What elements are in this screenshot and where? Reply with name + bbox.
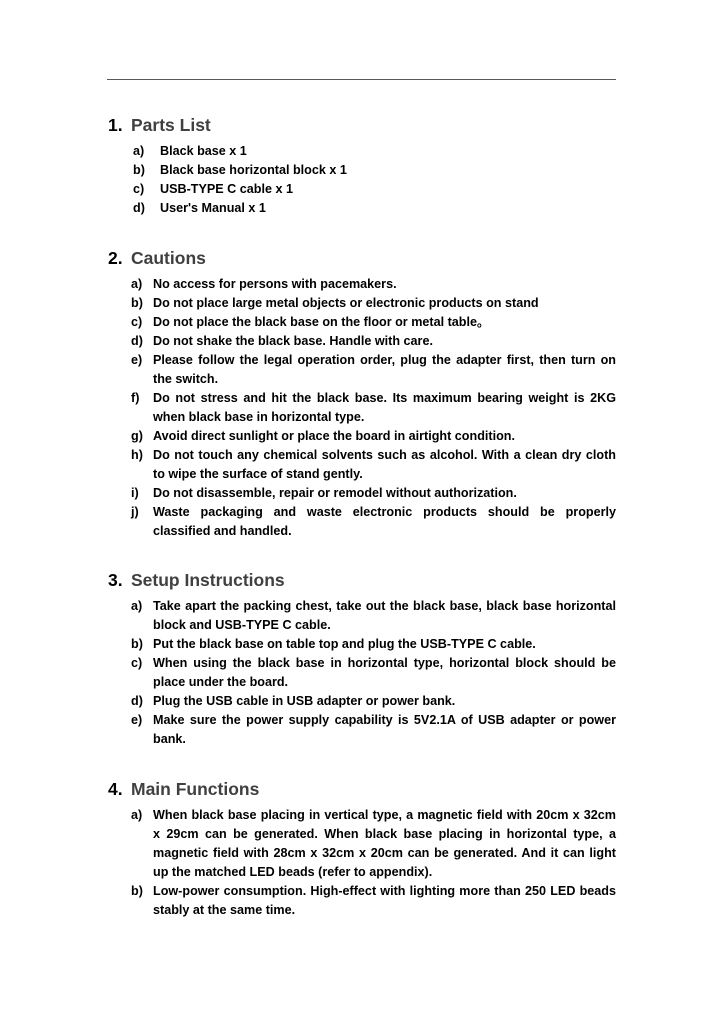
- item-text: Make sure the power supply capability is 5V2.1A of USB adapter or power bank.: [153, 713, 616, 746]
- item-text: Black base horizontal block x 1: [160, 163, 347, 177]
- list-item: [108, 142, 616, 161]
- cautions-list: [108, 275, 616, 541]
- section-heading: [108, 569, 616, 591]
- item-label: f): [131, 391, 140, 405]
- item-label: i): [131, 486, 139, 500]
- section-title: Parts List: [131, 115, 211, 135]
- item-text: Do not stress and hit the black base. Its maximum bearing weight is 2KG when black base in horizontal type.: [153, 391, 616, 424]
- item-text: Plug the USB cable in USB adapter or power bank.: [153, 694, 456, 708]
- item-label: c): [133, 182, 145, 196]
- item-label: a): [131, 277, 143, 291]
- section-number: 1.: [108, 115, 123, 135]
- item-label: g): [131, 429, 143, 443]
- section-number: 3.: [108, 570, 123, 590]
- list-item: [108, 161, 616, 180]
- item-text: Please follow the legal operation order, plug the adapter first, then turn on the switch.: [153, 353, 616, 386]
- list-item: [108, 597, 616, 635]
- section-number: 4.: [108, 779, 123, 799]
- setup-list: [108, 597, 616, 749]
- list-item: [108, 389, 616, 427]
- item-label: e): [131, 713, 143, 727]
- item-text: Do not shake the black base. Handle with care.: [153, 334, 433, 348]
- item-text: Black base x 1: [160, 144, 247, 158]
- item-label: j): [131, 505, 139, 519]
- list-item: [108, 635, 616, 654]
- item-label: h): [131, 448, 143, 462]
- list-item: [108, 275, 616, 294]
- parts-list: [108, 142, 616, 218]
- list-item: [108, 692, 616, 711]
- item-text: Do not place the black base on the floor or metal table。: [153, 315, 490, 329]
- item-text: Low-power consumption. High-effect with lighting more than 250 LED beads stably at the same time.: [153, 884, 616, 917]
- list-item: [108, 332, 616, 351]
- item-label: b): [131, 884, 143, 898]
- item-label: d): [131, 334, 143, 348]
- section-heading: [108, 247, 616, 269]
- list-item: [108, 882, 616, 920]
- item-text: User's Manual x 1: [160, 201, 266, 215]
- section-title: Main Functions: [131, 779, 260, 799]
- item-text: Take apart the packing chest, take out the black base, black base horizontal block and USB-TYPE C cable.: [153, 599, 616, 632]
- item-text: Do not touch any chemical solvents such as alcohol. With a clean dry cloth to wipe the surface of stand gently.: [153, 448, 616, 481]
- list-item: [108, 484, 616, 503]
- list-item: [108, 313, 616, 332]
- item-label: b): [133, 163, 145, 177]
- item-text: Do not disassemble, repair or remodel without authorization.: [153, 486, 517, 500]
- item-label: d): [133, 201, 145, 215]
- section-setup-instructions: [108, 569, 616, 749]
- item-label: c): [131, 656, 143, 670]
- section-heading: [108, 778, 616, 800]
- list-item: [108, 180, 616, 199]
- item-text: Put the black base on table top and plug the USB-TYPE C cable.: [153, 637, 536, 651]
- section-title: Cautions: [131, 248, 206, 268]
- list-item: [108, 427, 616, 446]
- item-text: Avoid direct sunlight or place the board in airtight condition.: [153, 429, 515, 443]
- item-text: Do not place large metal objects or electronic products on stand: [153, 296, 539, 310]
- section-parts-list: [108, 114, 616, 218]
- item-label: b): [131, 296, 143, 310]
- section-cautions: [108, 247, 616, 541]
- item-label: c): [131, 315, 143, 329]
- list-item: [108, 503, 616, 541]
- item-text: When using the black base in horizontal type, horizontal block should be place under the board.: [153, 656, 616, 689]
- functions-list: [108, 806, 616, 920]
- item-label: d): [131, 694, 143, 708]
- section-number: 2.: [108, 248, 123, 268]
- section-heading: [108, 114, 616, 136]
- item-label: b): [131, 637, 143, 651]
- section-main-functions: [108, 778, 616, 920]
- list-item: [108, 806, 616, 882]
- list-item: [108, 294, 616, 313]
- item-text: USB-TYPE C cable x 1: [160, 182, 293, 196]
- item-label: a): [131, 599, 143, 613]
- list-item: [108, 351, 616, 389]
- item-text: Waste packaging and waste electronic products should be properly classified and handled.: [153, 505, 616, 538]
- list-item: [108, 199, 616, 218]
- item-label: a): [133, 144, 145, 158]
- item-text: When black base placing in vertical type, a magnetic field with 20cm x 32cm x 29cm can be generated. When black base placing in horizontal type, a magnetic field with 28cm x 32cm x 20cm can be generated. And it can light up the matched LED beads (refer to appendix).: [153, 808, 616, 879]
- item-text: No access for persons with pacemakers.: [153, 277, 397, 291]
- list-item: [108, 711, 616, 749]
- list-item: [108, 446, 616, 484]
- header-rule: [107, 79, 616, 80]
- list-item: [108, 654, 616, 692]
- item-label: e): [131, 353, 143, 367]
- item-label: a): [131, 808, 143, 822]
- section-title: Setup Instructions: [131, 570, 285, 590]
